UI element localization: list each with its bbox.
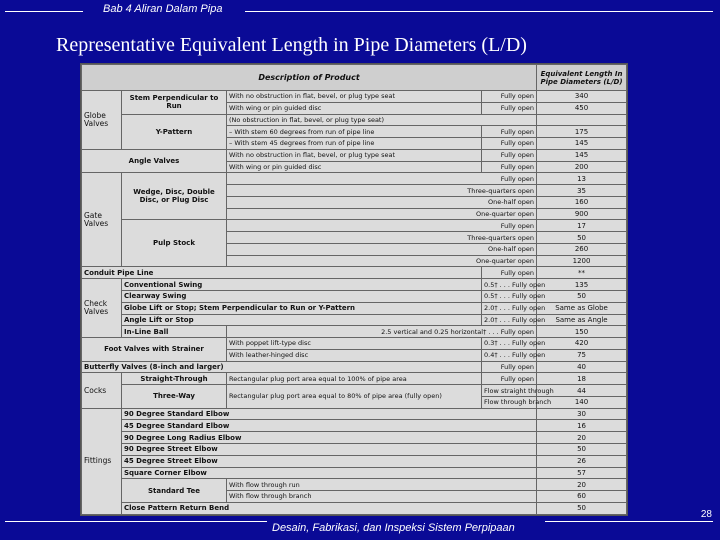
ld-value: 135 <box>537 279 627 291</box>
footer-rule-left <box>5 521 267 522</box>
ld-value: 30 <box>537 408 627 420</box>
condition: – With stem 60 degrees from run of pipe line <box>227 126 482 138</box>
opening: Fully open <box>482 373 537 385</box>
opening: Fully open <box>227 220 537 232</box>
table-header-row <box>82 65 627 91</box>
ld-value: 57 <box>537 467 627 479</box>
condition: With flow through branch <box>227 491 537 503</box>
opening: 0.3† . . . Fully open <box>482 338 537 350</box>
ld-value: 340 <box>537 91 627 103</box>
subtype-45-standard-elbow: 45 Degree Standard Elbow <box>122 420 537 432</box>
table-row <box>82 220 627 232</box>
table-row <box>82 114 627 126</box>
table-row <box>82 302 627 314</box>
opening: Fully open <box>482 126 537 138</box>
ld-value: 40 <box>537 361 627 373</box>
condition: With wing or pin guided disc <box>227 102 482 114</box>
ld-value <box>537 114 627 126</box>
opening: 0.5† . . . Fully open <box>482 279 537 291</box>
opening: One-half open <box>227 243 537 255</box>
opening: Fully open <box>482 102 537 114</box>
table-row <box>82 373 627 385</box>
subtype-three-way: Three-Way <box>122 385 227 409</box>
ld-value: 420 <box>537 338 627 350</box>
subtype-square-corner-elbow: Square Corner Elbow <box>122 467 537 479</box>
table-row <box>82 420 627 432</box>
table-row <box>82 443 627 455</box>
ld-value: 260 <box>537 243 627 255</box>
opening: Three-quarters open <box>227 185 537 197</box>
condition: Rectangular plug port area equal to 100% of pipe area <box>227 373 482 385</box>
category-globe: Globe Valves <box>82 91 122 150</box>
subtype-in-line-ball: In-Line Ball <box>122 326 227 338</box>
ld-value: ** <box>537 267 627 279</box>
header-description: Description of Product <box>82 65 537 91</box>
opening: Flow straight through <box>482 385 537 397</box>
table-row <box>82 467 627 479</box>
subtype-stem: Stem Perpendicular to Run <box>122 91 227 115</box>
header-chapter: Bab 4 Aliran Dalam Pipa <box>103 3 223 15</box>
ld-value: 35 <box>537 185 627 197</box>
ld-value: 50 <box>537 502 627 514</box>
ld-value: Same as Globe <box>537 302 627 314</box>
ld-value: 1200 <box>537 255 627 267</box>
opening: One-half open <box>227 196 537 208</box>
opening: 0.4† . . . Fully open <box>482 349 537 361</box>
subtype-standard-tee: Standard Tee <box>122 479 227 503</box>
ld-value: 20 <box>537 479 627 491</box>
table-row <box>82 91 627 103</box>
ld-value: 160 <box>537 196 627 208</box>
header-rule-right <box>245 11 713 12</box>
ld-value: 13 <box>537 173 627 185</box>
ld-value: 26 <box>537 455 627 467</box>
category-gate: Gate Valves <box>82 173 122 267</box>
table-row <box>82 267 627 279</box>
ld-value: 150 <box>537 326 627 338</box>
ld-value: 50 <box>537 291 627 303</box>
opening: One-quarter open <box>227 255 537 267</box>
ld-value: 16 <box>537 420 627 432</box>
ld-value: Same as Angle <box>537 314 627 326</box>
ld-value: 140 <box>537 396 627 408</box>
opening: Three-quarters open <box>227 232 537 244</box>
table <box>81 64 627 515</box>
ld-value: 20 <box>537 432 627 444</box>
header-rule-left <box>5 11 83 12</box>
table-row <box>82 408 627 420</box>
ld-value: 50 <box>537 232 627 244</box>
subtype-angle-lift: Angle Lift or Stop <box>122 314 482 326</box>
table-row <box>82 455 627 467</box>
ld-value: 175 <box>537 126 627 138</box>
subtype-angle: Angle Valves <box>82 149 227 173</box>
table-row <box>82 361 627 373</box>
table-row <box>82 326 627 338</box>
opening: 0.5† . . . Fully open <box>482 291 537 303</box>
condition: With poppet lift-type disc <box>227 338 482 350</box>
subtype-butterfly: Butterfly Valves (8-inch and larger) <box>82 361 482 373</box>
subtype-straight-through: Straight-Through <box>122 373 227 385</box>
opening: 2.0† . . . Fully open <box>482 314 537 326</box>
footer-rule-right <box>545 521 713 522</box>
opening: Fully open <box>482 161 537 173</box>
ld-value: 200 <box>537 161 627 173</box>
ld-value: 75 <box>537 349 627 361</box>
table-row <box>82 385 627 397</box>
opening: Fully open <box>482 361 537 373</box>
subtype-pulp: Pulp Stock <box>122 220 227 267</box>
slide-title: Representative Equivalent Length in Pipe Diameters (L/D) <box>56 34 527 56</box>
subtype-globe-lift: Globe Lift or Stop; Stem Perpendicular to Run or Y-Pattern <box>122 302 482 314</box>
subtype-clearway-swing: Clearway Swing <box>122 291 482 303</box>
condition: With no obstruction in flat, bevel, or plug type seat <box>227 149 482 161</box>
condition: With no obstruction in flat, bevel, or plug type seat <box>227 91 482 103</box>
condition: With leather-hinged disc <box>227 349 482 361</box>
condition: – With stem 45 degrees from run of pipe line <box>227 138 482 150</box>
ld-value: 44 <box>537 385 627 397</box>
category-check: Check Valves <box>82 279 122 338</box>
header-ld: Equivalent Length In Pipe Diameters (L/D) <box>537 65 627 91</box>
condition: With wing or pin guided disc <box>227 161 482 173</box>
opening: One-quarter open <box>227 208 537 220</box>
table-row <box>82 479 627 491</box>
subtype-wedge: Wedge, Disc, Double Disc, or Plug Disc <box>122 173 227 220</box>
table-row <box>82 338 627 350</box>
subtype-90-long-radius-elbow: 90 Degree Long Radius Elbow <box>122 432 537 444</box>
ld-value: 450 <box>537 102 627 114</box>
page-number: 28 <box>700 509 712 520</box>
table-row <box>82 149 627 161</box>
opening: Fully open <box>227 173 537 185</box>
subtype-foot-valves: Foot Valves with Strainer <box>82 338 227 362</box>
opening: 2.5 vertical and 0.25 horizontal† . . . Fully open <box>227 326 537 338</box>
subtype-return-bend: Close Pattern Return Bend <box>122 502 537 514</box>
subtype-45-street-elbow: 45 Degree Street Elbow <box>122 455 537 467</box>
subtype-y-pattern: Y-Pattern <box>122 114 227 149</box>
category-fittings: Fittings <box>82 408 122 514</box>
table-row <box>82 314 627 326</box>
table-row <box>82 432 627 444</box>
subtype-conventional-swing: Conventional Swing <box>122 279 482 291</box>
ld-value: 145 <box>537 149 627 161</box>
subtype-90-street-elbow: 90 Degree Street Elbow <box>122 443 537 455</box>
ld-value: 50 <box>537 443 627 455</box>
subtype-90-standard-elbow: 90 Degree Standard Elbow <box>122 408 537 420</box>
opening: Fully open <box>482 267 537 279</box>
equivalent-length-table <box>80 63 628 516</box>
table-row <box>82 502 627 514</box>
condition: Rectangular plug port area equal to 80% of pipe area (fully open) <box>227 385 482 409</box>
ld-value: 18 <box>537 373 627 385</box>
ld-value: 17 <box>537 220 627 232</box>
condition: With flow through run <box>227 479 537 491</box>
table-row <box>82 173 627 185</box>
opening: Fully open <box>482 149 537 161</box>
condition: (No obstruction in flat, bevel, or plug type seat) <box>227 114 537 126</box>
subtype-conduit: Conduit Pipe Line <box>82 267 482 279</box>
ld-value: 145 <box>537 138 627 150</box>
opening: Flow through branch <box>482 396 537 408</box>
footer-course: Desain, Fabrikasi, dan Inspeksi Sistem Perpipaan <box>272 522 515 534</box>
opening: 2.0† . . . Fully open <box>482 302 537 314</box>
opening: Fully open <box>482 138 537 150</box>
opening: Fully open <box>482 91 537 103</box>
category-cocks: Cocks <box>82 373 122 408</box>
ld-value: 60 <box>537 491 627 503</box>
table-row <box>82 279 627 291</box>
ld-value: 900 <box>537 208 627 220</box>
table-row <box>82 291 627 303</box>
